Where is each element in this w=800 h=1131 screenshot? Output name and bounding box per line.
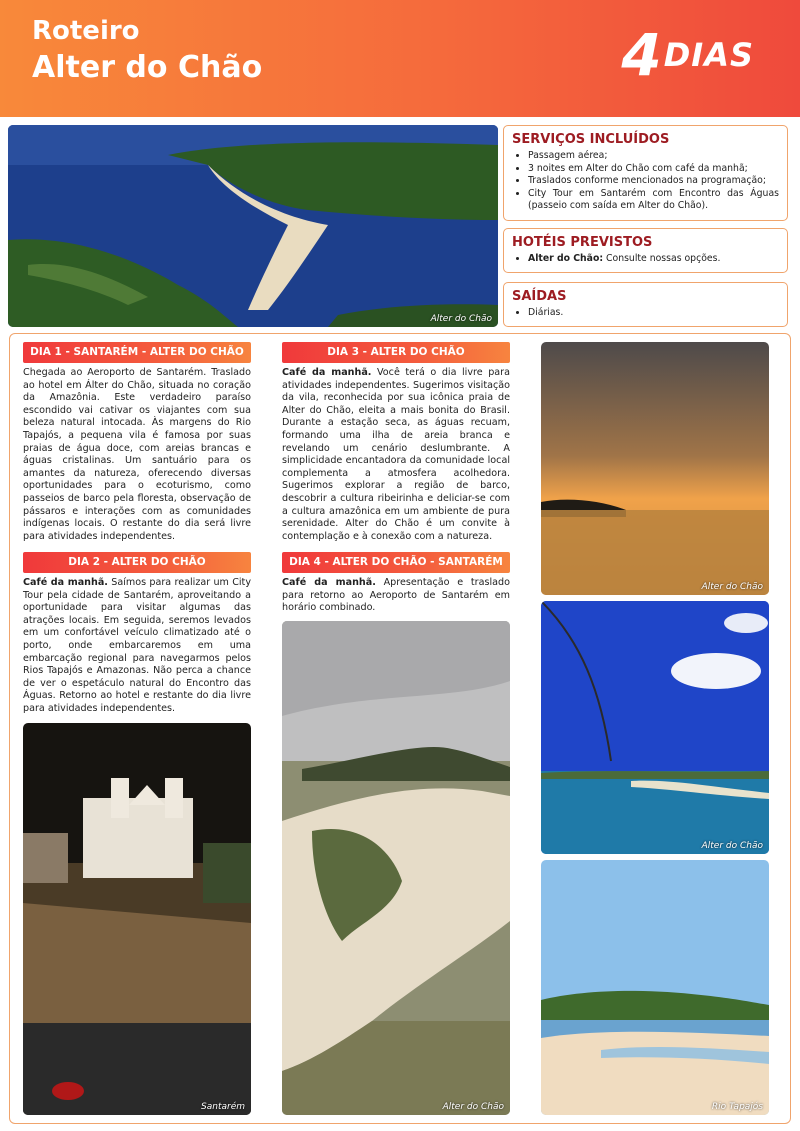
hotels-item-bold: Alter do Chão:: [528, 253, 604, 264]
photo-santarem-night: [23, 723, 251, 1115]
header-title-line2: Alter do Chão: [32, 50, 263, 85]
services-item: • Traslados conforme mencionados na programação;: [528, 175, 779, 188]
hotels-box: [503, 228, 788, 273]
photo-rio-tapajos-caption: Rio Tapajós: [711, 1102, 763, 1112]
header-title-line1: Roteiro: [32, 16, 140, 46]
day3-title-bar: DIA 3 - ALTER DO CHÃO: [282, 342, 510, 363]
hotels-item: [528, 253, 779, 266]
day2-body: Saímos para realizar um City Tour pela cidade de Santarém, aproveitando a oportunidade para visitar algumas das atrações locais. Em seguida, seremos levados em um confortável veículo climatizado até o porto, onde embarcaremos em uma embarcação regional para navegarmos pelos Rios Tapajós e Amazonas. Não perca a chance de ver o espetáculo natural do Encontro das Águas. Retorno ao hotel e restante do dia livre para atividades independentes.: [23, 577, 251, 714]
photo-sunset-caption: Alter do Chão: [701, 582, 763, 592]
services-title: SERVIÇOS INCLUÍDOS: [512, 132, 670, 147]
hotels-title: HOTÉIS PREVISTOS: [512, 235, 653, 250]
day3-body: Você terá o dia livre para atividades independentes. Sugerimos visitação da vila, reconhecida por sua icônica praia de Alter do Chão, eleita a mais bonita do Brasil. Durante a estação seca, as águas recuam, formando uma ilha de areia branca e revelando um cenário deslumbrante. A simplicidade encantadora da comunidade local complementa a atmosfera acolhedora. Sugerimos explorar a região de barco, descobrir a cultura ribeirinha e deliciar-se com a cultura amazônica em um ambiente de pura serenidade. Alter do Chão é um convite à contemplação e à conexão com a natureza.: [282, 367, 510, 542]
photo-alter-beach-caption: Alter do Chão: [442, 1102, 504, 1112]
photo-sunset: [541, 342, 769, 595]
services-box: [503, 125, 788, 221]
day1-title-bar: DIA 1 - SANTARÉM - ALTER DO CHÃO: [23, 342, 251, 363]
departures-box: [503, 282, 788, 327]
departures-title: SAÍDAS: [512, 289, 567, 304]
days-label: DIAS: [663, 36, 754, 74]
photo-rio-tapajos: [541, 860, 769, 1115]
photo-santarem-caption: Santarém: [201, 1102, 245, 1112]
photo-blue-sky-lagoon: [541, 601, 769, 854]
days-badge: [621, 21, 754, 89]
day3-lead: Café da manhã.: [282, 367, 372, 378]
day2-text: [23, 577, 251, 716]
photo-top-caption: Alter do Chão: [430, 314, 492, 324]
day1-body: Chegada ao Aeroporto de Santarém. Traslado ao hotel em Álter do Chão, situada no coração da Amazônia. Este verdadeiro paraíso escondido vai cativar os viajantes com sua beleza natural intocada. Às margens do Rio Tapajós, a pequena vila é famosa por suas praias de água doce, com areias brancas e águas cristalinas. Um santuário para os amantes da natureza, oferecendo diversas oportunidades para o ecoturismo, como passeios de barco pela floresta, observação de pássaros e interações com as comunidades indígenas locais. O restante do dia será livre para atividades independentes.: [23, 367, 251, 542]
services-item: • City Tour em Santarém com Encontro das Águas (passeio com saída em Alter do Chão).: [528, 188, 779, 213]
day3-text: [282, 367, 510, 543]
hotels-item-text: Consulte nossas opções.: [603, 253, 721, 264]
day4-text: [282, 577, 510, 615]
departures-item: • Diárias.: [528, 307, 779, 320]
day4-title-bar: DIA 4 - ALTER DO CHÃO - SANTARÉM: [282, 552, 510, 573]
day1-text: [23, 367, 251, 543]
photo-top-aerial: [8, 125, 498, 327]
header-banner: [0, 0, 800, 117]
services-item: • Passagem aérea;: [528, 150, 779, 163]
day4-body: Apresentação e traslado para retorno ao Aeroporto de Santarém em horário combinado.: [282, 577, 511, 614]
photo-blue-sky-caption: Alter do Chão: [701, 841, 763, 851]
day2-title-bar: DIA 2 - ALTER DO CHÃO: [23, 552, 251, 573]
hotels-list: [528, 253, 779, 266]
photo-alter-beach: [282, 621, 510, 1115]
services-list: [528, 150, 779, 213]
departures-list: [528, 307, 779, 320]
services-item: • 3 noites em Alter do Chão com café da manhã;: [528, 163, 779, 176]
day2-lead: Café da manhã.: [23, 577, 108, 588]
days-number: 4: [621, 21, 662, 89]
day4-lead: Café da manhã.: [282, 577, 376, 588]
